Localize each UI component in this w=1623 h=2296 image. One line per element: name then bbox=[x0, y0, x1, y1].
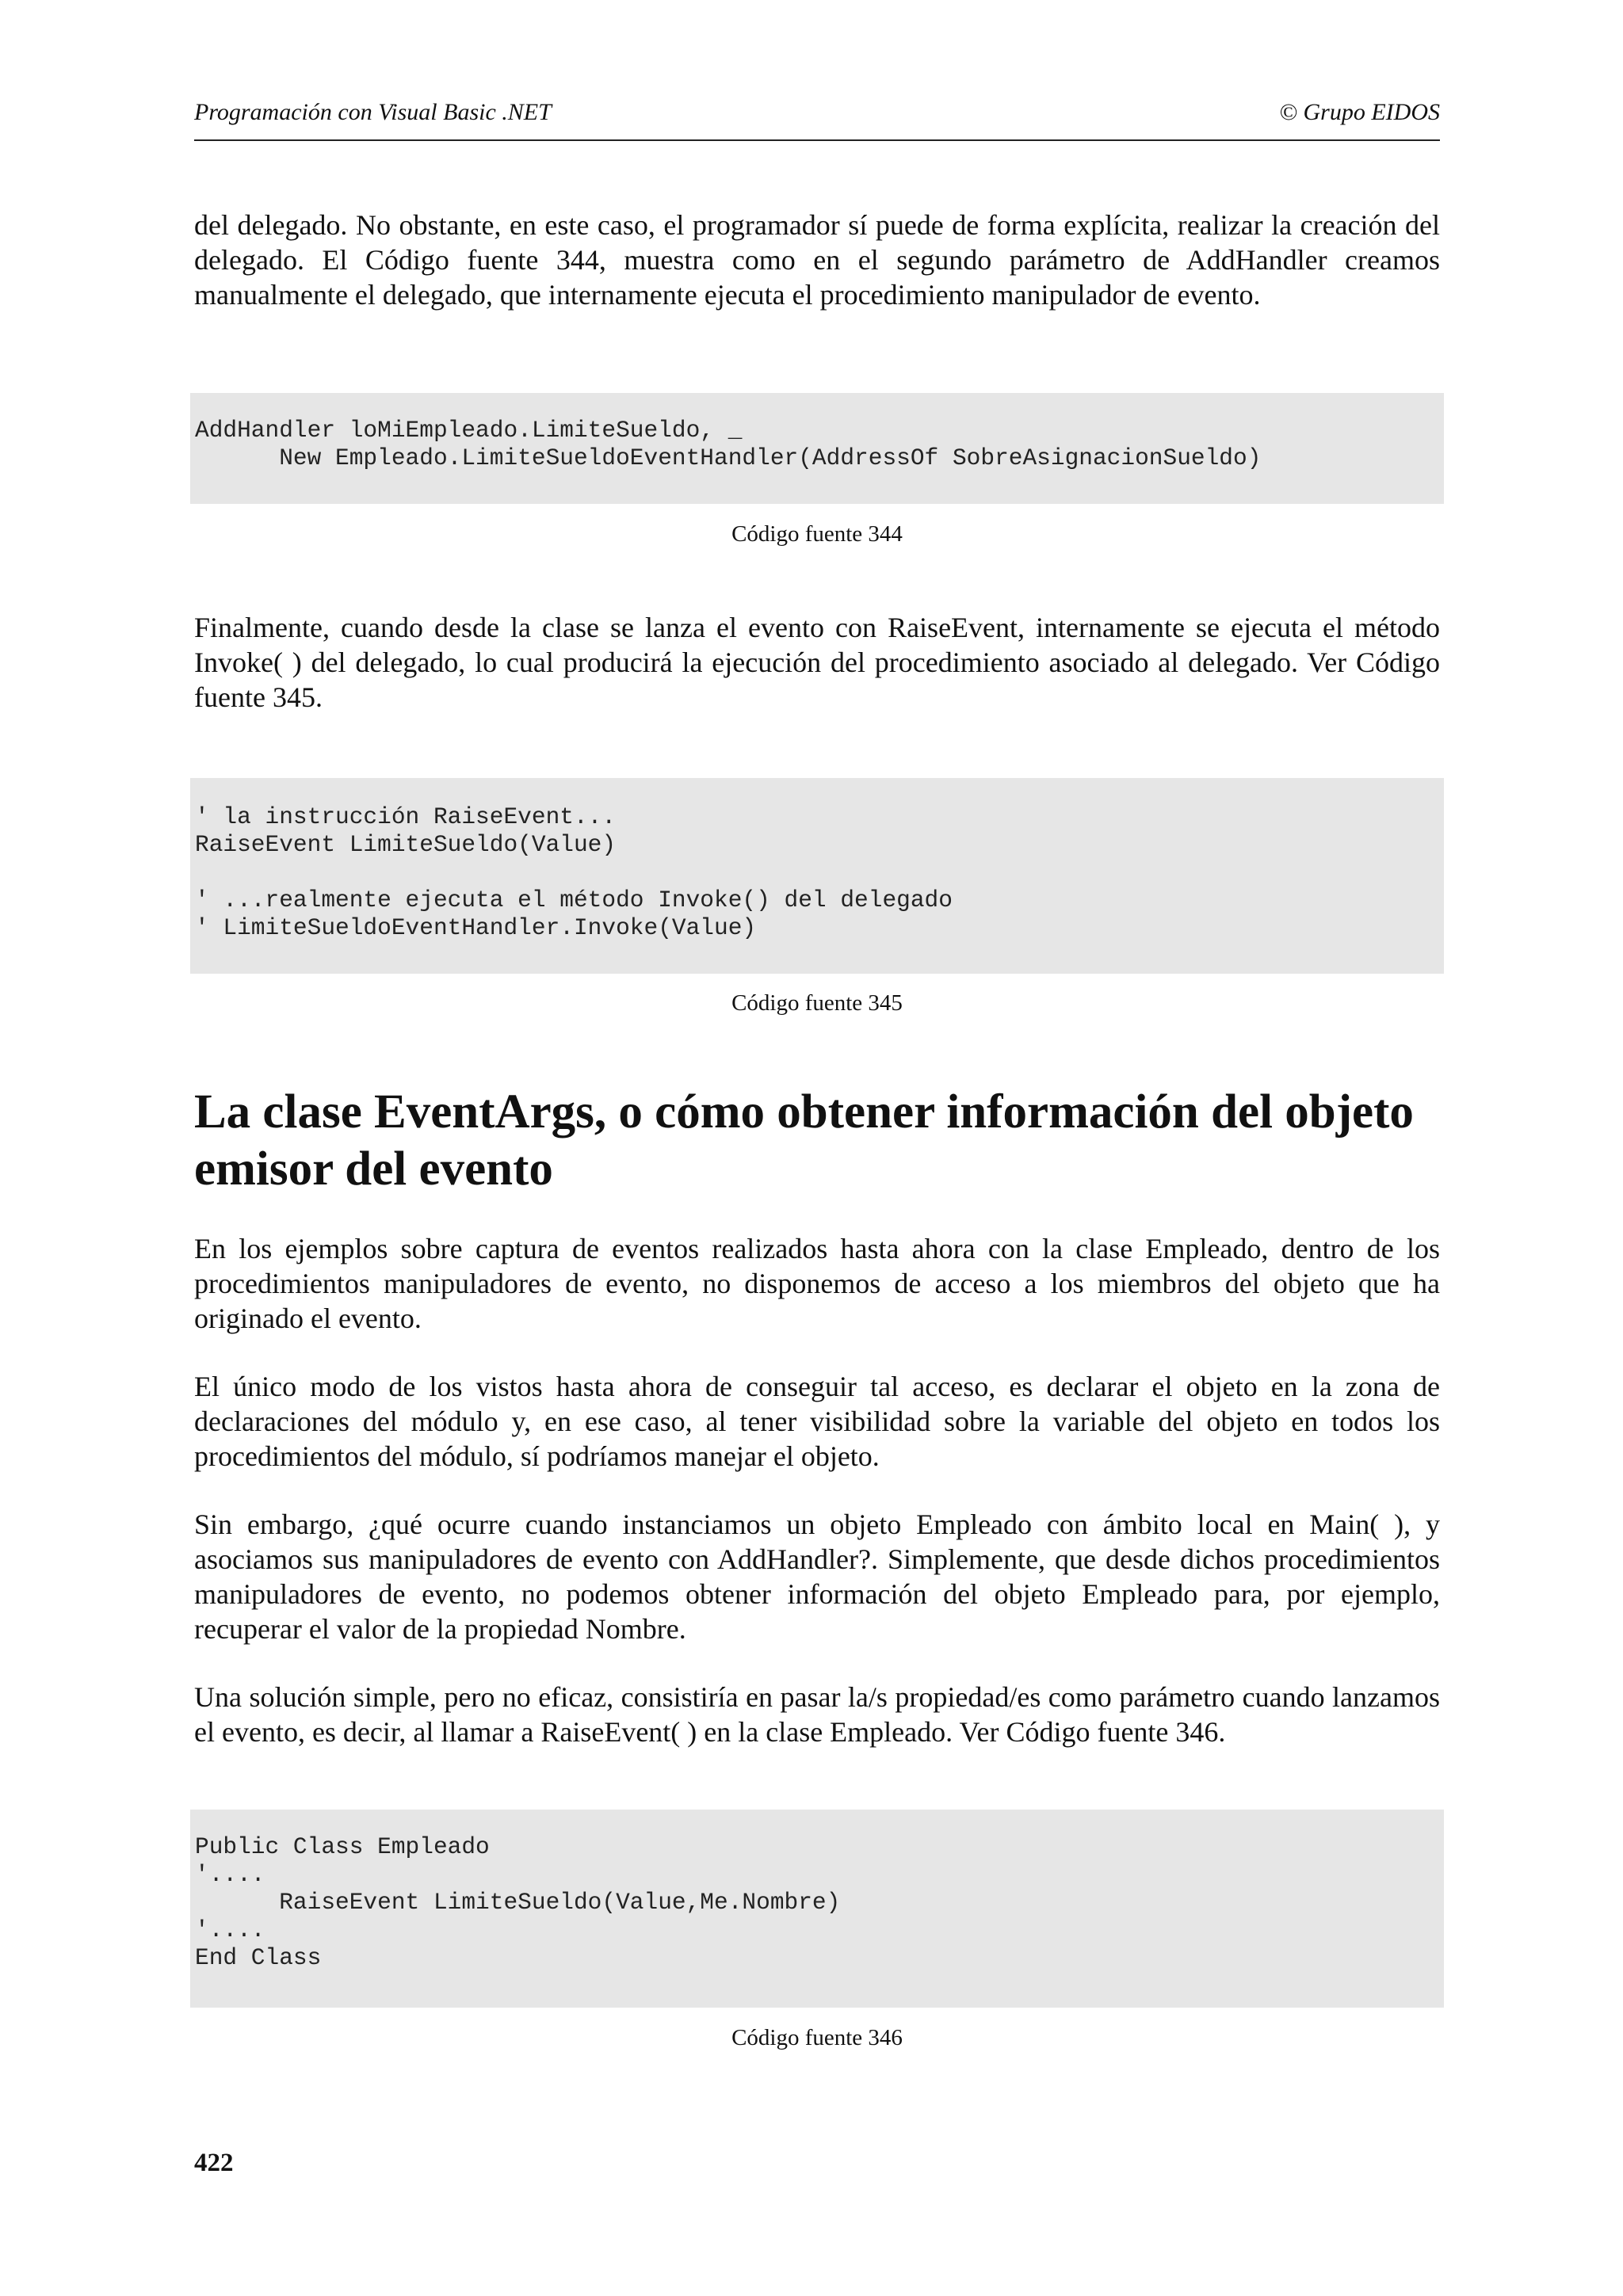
code-text-344: AddHandler loMiEmpleado.LimiteSueldo, _ New Empleado.LimiteSueldoEventHandler(AddressOf SobreAsignacionSueldo) bbox=[195, 417, 1262, 471]
code-text-345: ' la instrucción RaiseEvent... RaiseEvent LimiteSueldo(Value) ' ...realmente ejecuta el método Invoke() del delegado ' LimiteSueldoEventHandler.Invoke(Value) bbox=[195, 803, 953, 941]
paragraph-event-capture: En los ejemplos sobre captura de eventos realizados hasta ahora con la clase Empleado, dentro de los procedimientos manipuladores de evento, no disponemos de acceso a los miembros del objeto que ha originado el evento. bbox=[194, 1233, 1440, 1334]
running-header bbox=[194, 95, 1440, 141]
paragraph-module-declaration: El único modo de los vistos hasta ahora de conseguir tal acceso, es declarar el objeto en la zona de declaraciones del módulo y, en ese caso, al tener visibilidad sobre la variable del objeto en todos los procedimientos del módulo, sí podríamos manejar el objeto. bbox=[194, 1371, 1440, 1472]
code-text-346: Public Class Empleado '.... RaiseEvent LimiteSueldo(Value,Me.Nombre) '.... End Class bbox=[195, 1833, 841, 1971]
paragraph-simple-solution: Una solución simple, pero no eficaz, consistiría en pasar la/s propiedad/es como parámetro cuando lanzamos el evento, es decir, al llamar a RaiseEvent( ) en la clase Empleado. Ver Código fuente 346. bbox=[194, 1681, 1440, 1748]
caption-code-345: Código fuente 345 bbox=[731, 990, 903, 1016]
caption-code-344: Código fuente 344 bbox=[731, 521, 903, 547]
code-block-346 bbox=[190, 1810, 1444, 2008]
header-publisher: © Grupo EIDOS bbox=[1279, 99, 1440, 125]
page-number: 422 bbox=[194, 2149, 234, 2177]
code-block-344 bbox=[190, 393, 1444, 504]
paragraph-local-scope: Sin embargo, ¿qué ocurre cuando instanciamos un objeto Empleado con ámbito local en Main( ), y asociamos sus manipuladores de evento con AddHandler?. Simplemente, que desde dichos procedimientos manipuladores de evento, no podemos obtener información del objeto Empleado para, por ejemplo, recuperar el valor de la propiedad Nombre. bbox=[194, 1508, 1440, 1645]
section-heading: La clase EventArgs, o cómo obtener información del objeto emisor del evento bbox=[194, 1085, 1414, 1196]
code-block-345 bbox=[190, 778, 1444, 974]
caption-code-346: Código fuente 346 bbox=[731, 2025, 903, 2050]
paragraph-delegate-creation: del delegado. No obstante, en este caso, el programador sí puede de forma explícita, realizar la creación del delegado. El Código fuente 344, muestra como en el segundo parámetro de AddHandler creamos manualmente el delegado, que internamente ejecuta el procedimiento manipulador de evento. bbox=[194, 209, 1440, 311]
paragraph-raiseevent-invoke: Finalmente, cuando desde la clase se lanza el evento con RaiseEvent, internamente se ejecuta el método Invoke( ) del delegado, lo cual producirá la ejecución del procedimiento asociado al delegado. Ver Código fuente 345. bbox=[194, 612, 1440, 713]
header-book-title: Programación con Visual Basic .NET bbox=[194, 99, 552, 125]
